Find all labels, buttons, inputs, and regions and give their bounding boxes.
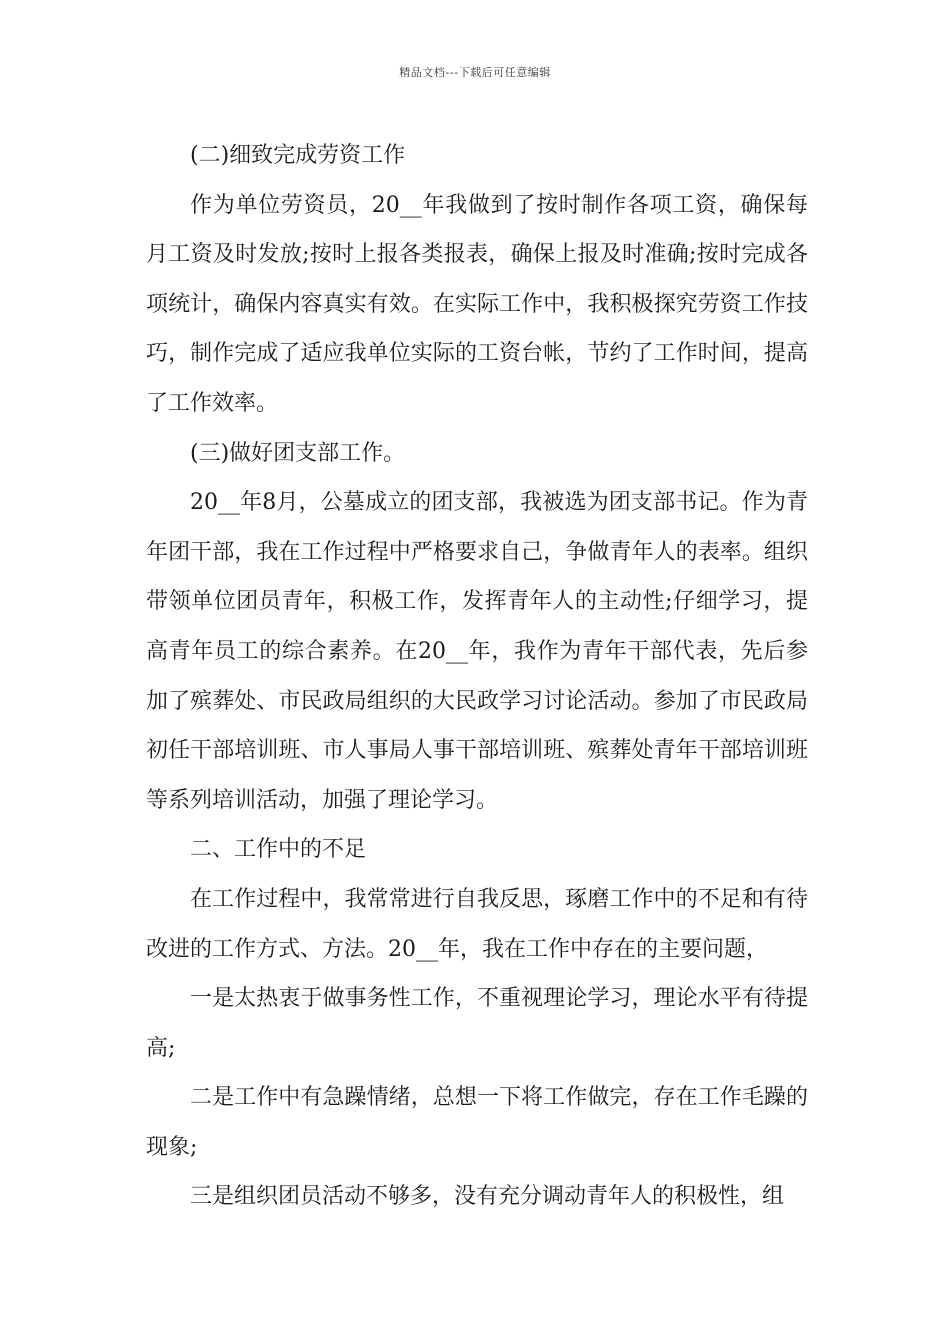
list-item-problem-2: 二是工作中有急躁情绪，总想一下将工作做完，存在工作毛躁的现象;	[146, 1085, 808, 1160]
list-item-problem-3: 三是组织团员活动不够多，没有充分调动青年人的积极性，组	[190, 1184, 785, 1210]
paragraph-labor-work: 作为单位劳资员，20__年我做到了按时制作各项工资，确保每月工资及时发放;按时上报各类报表，确保上报及时准确;按时完成各项统计，确保内容真实有效。在实际工作中，我积极探究劳资工作技巧，制作完成了适应我单位实际的工资台帐，节约了工作时间，提高了工作效率。	[146, 192, 808, 416]
section-heading-labor: (二)细致完成劳资工作	[190, 143, 406, 168]
section-heading-league: (三)做好团支部工作。	[190, 440, 406, 466]
list-item-problem-1: 一是太热衷于做事务性工作，不重视理论学习，理论水平有待提高;	[146, 986, 808, 1061]
paragraph-shortcomings-intro: 在工作过程中，我常常进行自我反思，琢磨工作中的不足和有待改进的工作方式、方法。20__年，我在工作中存在的主要问题，	[146, 886, 808, 962]
section-heading-shortcomings: 二、工作中的不足	[190, 837, 367, 863]
document-body	[146, 131, 808, 1222]
page-header: 精品文档---下载后可任意编辑	[399, 66, 551, 79]
paragraph-league-work: 20__年8月，公墓成立的团支部，我被选为团支部书记。作为青年团干部，我在工作过程中严格要求自己，争做青年人的表率。组织带领单位团员青年，积极工作，发挥青年人的主动性;仔细学习，提高青年员工的综合素养。在20__年，我作为青年干部代表，先后参加了殡葬处、市民政局组织的大民政学习讨论活动。参加了市民政局初任干部培训班、市人事局人事干部培训班、殡葬处青年干部培训班等系列培训活动，加强了理论学习。	[146, 490, 808, 813]
